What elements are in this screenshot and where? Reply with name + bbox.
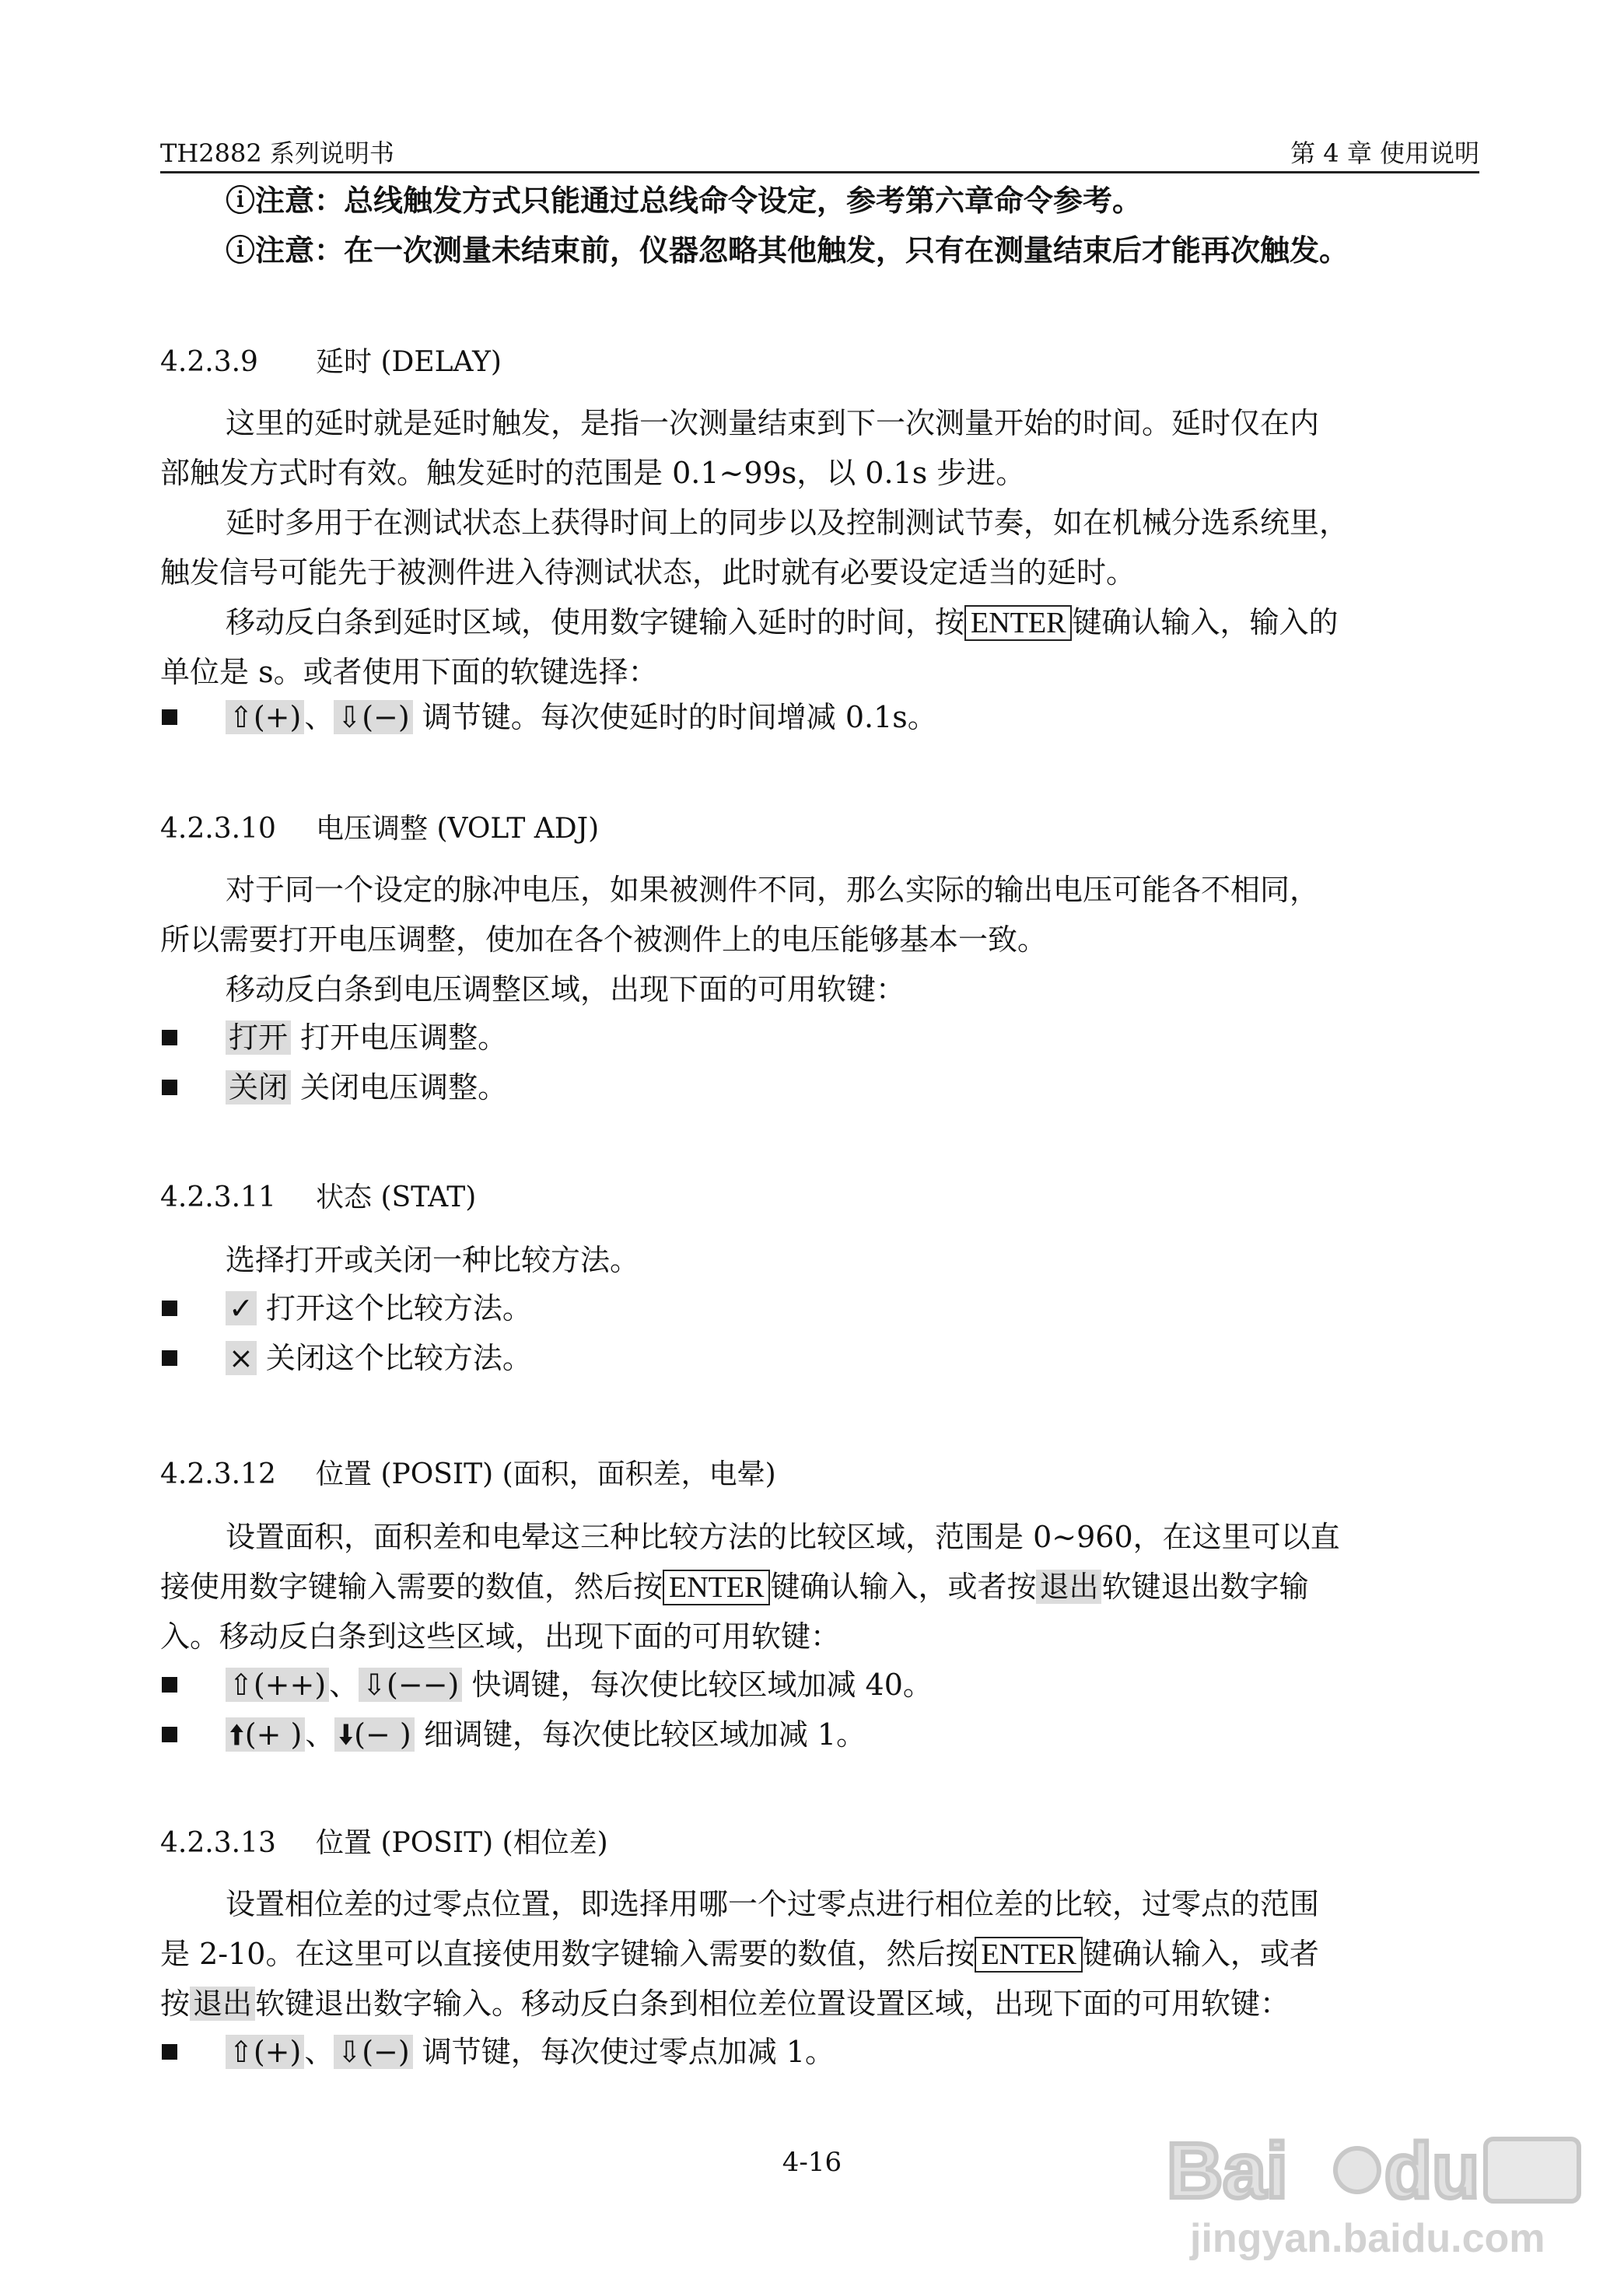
down-softkey: ⇩(−) [334, 700, 412, 734]
list-item: ⇧(++) 、 ⇩(−−) 快调键，每次使比较区域加减 40。 [226, 1661, 933, 1708]
exit-softkey: 退出 [190, 1987, 255, 2021]
info-icon: ⓘ [226, 233, 256, 268]
paragraph: 是 2-10。在这里可以直接使用数字键输入需要的数值，然后按 ENTER 键确认输入，或者 [160, 1937, 1319, 1971]
header-left: TH2882 系列说明书 [160, 138, 394, 168]
open-softkey: 打开 [226, 1020, 291, 1055]
list-item: × 关闭这个比较方法。 [226, 1335, 532, 1381]
section-heading-delay: 4.2.3.9 延时 (DELAY) [160, 346, 502, 378]
fast-up-softkey: ⇧(++) [226, 1668, 329, 1702]
paragraph: 接使用数字键输入需要的数值，然后按 ENTER 键确认输入，或者按 退出 软键退出数字输 [160, 1570, 1309, 1604]
enter-key: ENTER [975, 1937, 1082, 1973]
bullet-icon [162, 2044, 177, 2060]
page-number: 4-16 [782, 2147, 842, 2178]
paragraph: 延时多用于在测试状态上获得时间上的同步以及控制测试节奏，如在机械分选系统里， [226, 506, 1349, 540]
paragraph: 移动反白条到延时区域，使用数字键输入延时的时间，按 ENTER 键确认输入，输入的 [226, 605, 1339, 639]
list-item: ⇧(+) 、 ⇩(−) 调节键，每次使过零点加减 1。 [226, 2029, 835, 2075]
bullet-icon [162, 1030, 177, 1045]
note-1: ⓘ注意：总线触发方式只能通过总线命令设定，参考第六章命令参考。 [226, 183, 1143, 218]
section-heading-stat: 4.2.3.11 状态 (STAT) [160, 1182, 477, 1213]
paragraph: 这里的延时就是延时触发，是指一次测量结束到下一次测量开始的时间。延时仅在内 [226, 406, 1320, 440]
section-heading-volt-adj: 4.2.3.10 电压调整 (VOLT ADJ) [160, 813, 600, 845]
baidu-watermark [1159, 2116, 1594, 2271]
paragraph: 触发信号可能先于被测件进入待测试状态，此时就有必要设定适当的延时。 [160, 555, 1136, 590]
fine-down-softkey: 🠫(− ) [334, 1717, 414, 1752]
paragraph: 设置面积，面积差和电晕这三种比较方法的比较区域，范围是 0~960，在这里可以直 [226, 1520, 1340, 1554]
svg-text:du: du [1384, 2127, 1480, 2214]
check-icon: ✓ [226, 1291, 257, 1325]
list-item: ✓ 打开这个比较方法。 [226, 1285, 532, 1332]
list-item: 打开 打开电压调整。 [226, 1014, 507, 1061]
paragraph: 对于同一个设定的脉冲电压，如果被测件不同，那么实际的输出电压可能各不相同， [226, 873, 1320, 907]
enter-key: ENTER [663, 1570, 770, 1605]
header-right: 第 4 章 使用说明 [1290, 138, 1479, 168]
paragraph: 选择打开或关闭一种比较方法。 [226, 1243, 640, 1277]
paragraph: 入。移动反白条到这些区域，出现下面的可用软键： [160, 1619, 841, 1654]
paragraph: 移动反白条到电压调整区域，出现下面的可用软键： [226, 972, 906, 1006]
close-softkey: 关闭 [226, 1070, 291, 1104]
paragraph: 部触发方式时有效。触发延时的范围是 0.1~99s，以 0.1s 步进。 [160, 456, 1026, 490]
up-softkey: ⇧(+) [226, 2035, 304, 2069]
list-item: 🠩(+ ) 、 🠫(− ) 细调键，每次使比较区域加减 1。 [226, 1711, 866, 1758]
bullet-icon [162, 1727, 177, 1742]
bullet-icon [162, 709, 177, 725]
list-item: 关闭 关闭电压调整。 [226, 1064, 507, 1111]
bullet-icon [162, 1350, 177, 1366]
paragraph: 单位是 s。或者使用下面的软键选择： [160, 655, 658, 689]
note-2: ⓘ注意：在一次测量未结束前，仪器忽略其他触发，只有在测量结束后才能再次触发。 [226, 233, 1349, 268]
header-rule [160, 171, 1479, 173]
paragraph: 设置相位差的过零点位置，即选择用哪一个过零点进行相位差的比较，过零点的范围 [226, 1887, 1320, 1921]
exit-softkey: 退出 [1036, 1570, 1101, 1604]
bullet-icon [162, 1301, 177, 1316]
down-softkey: ⇩(−) [334, 2035, 412, 2069]
bullet-icon [162, 1080, 177, 1095]
enter-key: ENTER [964, 605, 1072, 641]
paragraph: 所以需要打开电压调整，使加在各个被测件上的电压能够基本一致。 [160, 922, 1048, 957]
svg-text:Bai: Bai [1167, 2127, 1288, 2214]
fast-down-softkey: ⇩(−−) [359, 1668, 462, 1702]
bullet-icon [162, 1677, 177, 1693]
section-heading-posit-area: 4.2.3.12 位置 (POSIT) (面积，面积差，电晕) [160, 1458, 776, 1490]
fine-up-softkey: 🠩(+ ) [226, 1717, 305, 1752]
info-icon: ⓘ [226, 183, 256, 218]
section-heading-posit-phase: 4.2.3.13 位置 (POSIT) (相位差) [160, 1827, 608, 1859]
svg-text:jingyan.baidu.com: jingyan.baidu.com [1190, 2216, 1545, 2261]
baidu-jingyan-logo [1159, 2116, 1594, 2271]
list-item: ⇧(+) 、 ⇩(−) 调节键。每次使延时的时间增减 0.1s。 [226, 694, 937, 740]
paragraph: 按 退出 软键退出数字输入。移动反白条到相位差位置设置区域，出现下面的可用软键： [160, 1987, 1290, 2021]
up-softkey: ⇧(+) [226, 700, 304, 734]
cross-icon: × [226, 1341, 257, 1375]
